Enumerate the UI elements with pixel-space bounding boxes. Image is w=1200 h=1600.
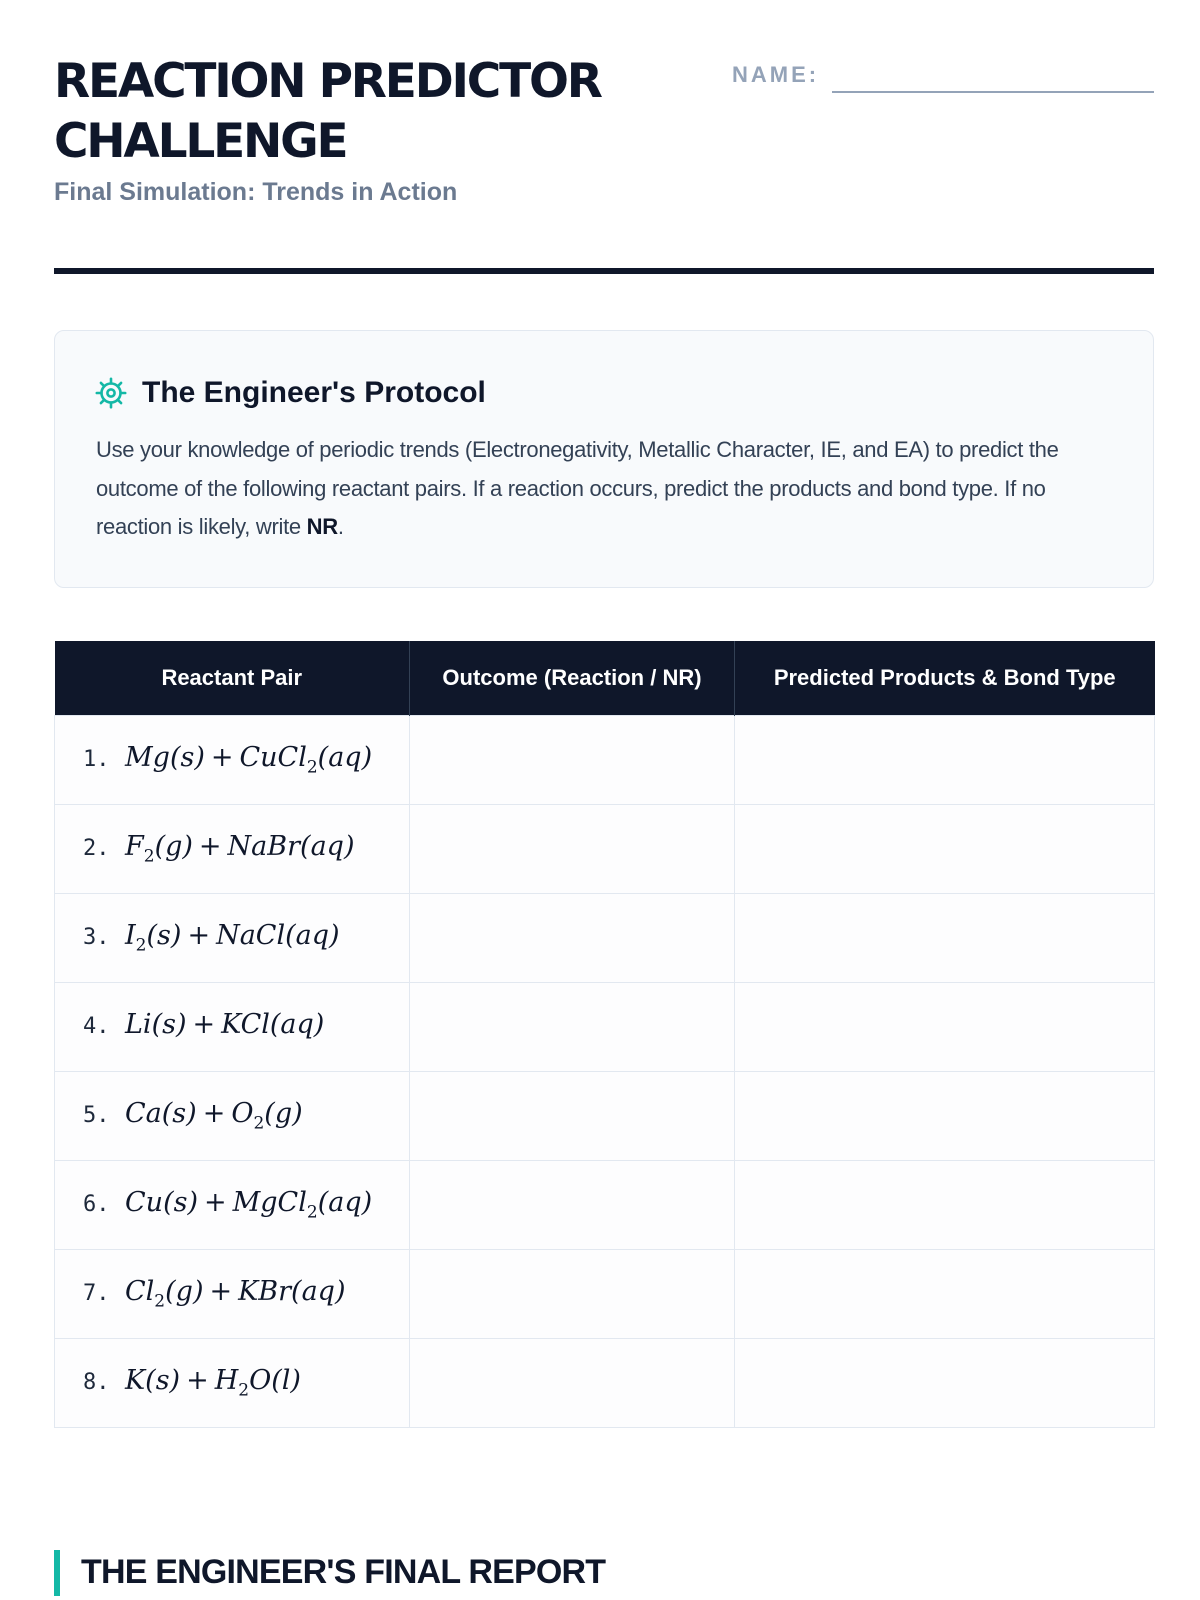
header-divider xyxy=(54,268,1154,274)
reactant-pair-cell xyxy=(55,1250,410,1339)
reactant-b: NaCl xyxy=(216,920,286,952)
reactant-a: Mg xyxy=(125,742,170,774)
products-answer-cell[interactable] xyxy=(735,716,1155,805)
reactant-a: Cu xyxy=(125,1187,164,1219)
row-number: 3. xyxy=(83,925,110,951)
protocol-text-nr: NR xyxy=(306,514,338,539)
table-row xyxy=(55,894,1155,983)
col-header-outcome: Outcome (Reaction / NR) xyxy=(410,641,735,716)
row-number: 6. xyxy=(83,1192,110,1218)
protocol-text-end: . xyxy=(337,514,344,539)
row-number: 4. xyxy=(83,1014,110,1040)
products-answer-cell[interactable] xyxy=(735,983,1155,1072)
table-row xyxy=(55,983,1155,1072)
reactant-a-state: (s) xyxy=(163,1187,198,1219)
reactant-a: Ca xyxy=(125,1098,162,1130)
reactant-b-state: (aq) xyxy=(269,1009,325,1041)
products-answer-cell[interactable] xyxy=(735,1161,1155,1250)
table-row xyxy=(55,716,1155,805)
row-number: 5. xyxy=(83,1103,110,1129)
products-answer-cell[interactable] xyxy=(735,805,1155,894)
reactant-b: H xyxy=(214,1365,239,1397)
reactant-b-subscript: 2 xyxy=(253,1113,265,1134)
reactant-pair-cell xyxy=(55,1072,410,1161)
reactant-equation xyxy=(125,920,340,956)
row-number: 1. xyxy=(83,747,110,773)
reactant-equation xyxy=(125,1009,324,1040)
report-accent-bar xyxy=(54,1550,60,1596)
protocol-title: The Engineer's Protocol xyxy=(142,376,486,409)
page-subtitle: Final Simulation: Trends in Action xyxy=(54,178,458,206)
reactant-b: O xyxy=(231,1098,254,1130)
table-row xyxy=(55,1339,1155,1428)
outcome-answer-cell[interactable] xyxy=(410,1339,735,1428)
outcome-answer-cell[interactable] xyxy=(410,805,735,894)
row-number: 7. xyxy=(83,1281,110,1307)
name-input-line[interactable] xyxy=(832,91,1154,93)
reactant-pair-cell xyxy=(55,1161,410,1250)
products-answer-cell[interactable] xyxy=(735,1339,1155,1428)
reactant-a-state: (s) xyxy=(151,1009,187,1041)
plus-operator: + xyxy=(186,1365,209,1397)
outcome-answer-cell[interactable] xyxy=(410,1161,735,1250)
plus-operator: + xyxy=(192,1009,216,1041)
products-answer-cell[interactable] xyxy=(735,1072,1155,1161)
reactant-pair-cell xyxy=(55,716,410,805)
reactant-pair-cell xyxy=(55,1339,410,1428)
plus-operator: + xyxy=(187,920,211,952)
reactant-b-state: (aq) xyxy=(317,1187,373,1219)
reactant-equation xyxy=(125,742,373,778)
reactant-a: I xyxy=(125,920,136,952)
reactant-pair-cell xyxy=(55,894,410,983)
table-row xyxy=(55,1161,1155,1250)
plus-operator: + xyxy=(209,1276,233,1308)
name-field-block xyxy=(732,60,1154,96)
reactant-a: Li xyxy=(125,1009,152,1041)
reaction-table xyxy=(54,641,1155,1428)
reactant-a: K xyxy=(125,1365,146,1397)
gear-icon xyxy=(95,377,127,409)
protocol-text-main: Use your knowledge of periodic trends (Electronegativity, Metallic Character, IE, and EA) to predict the outcome of the following reactant pairs. If a reaction occurs, predict the products and bond type. If no reaction is likely, write xyxy=(96,437,1059,539)
protocol-box xyxy=(54,330,1154,588)
report-title: THE ENGINEER'S FINAL REPORT xyxy=(81,1553,606,1591)
reactant-b: CuCl xyxy=(239,742,307,774)
col-header-reactant-pair: Reactant Pair xyxy=(55,641,410,716)
table-body xyxy=(55,716,1155,1428)
reactant-b-state: (aq) xyxy=(291,1276,346,1308)
reactant-b: KCl xyxy=(221,1009,270,1041)
reactant-b-state: (aq) xyxy=(285,920,340,952)
table-row xyxy=(55,1072,1155,1161)
reactant-equation xyxy=(125,1365,301,1401)
reactant-a-state: (s) xyxy=(161,1098,197,1130)
reactant-b-state: (aq) xyxy=(300,831,355,863)
outcome-answer-cell[interactable] xyxy=(410,1250,735,1339)
reactant-a-subscript: 2 xyxy=(135,935,147,956)
page-title: REACTION PREDICTOR CHALLENGE xyxy=(54,54,601,169)
reactant-b-state: (aq) xyxy=(317,742,373,774)
reactant-equation xyxy=(125,831,355,867)
reactant-a: F xyxy=(125,831,144,863)
reactant-equation xyxy=(125,1098,303,1134)
reactant-b-subscript: 2 xyxy=(306,1202,318,1223)
plus-operator: + xyxy=(210,742,234,774)
products-answer-cell[interactable] xyxy=(735,1250,1155,1339)
reactant-a-state: (s) xyxy=(145,1365,181,1397)
reactant-b-state: O(l) xyxy=(249,1365,301,1397)
plus-operator: + xyxy=(202,1098,226,1130)
protocol-instructions xyxy=(96,431,1116,547)
table-header-row xyxy=(55,641,1155,716)
plus-operator: + xyxy=(204,1187,227,1219)
reactant-b: MgCl xyxy=(232,1187,307,1219)
plus-operator: + xyxy=(198,831,222,863)
row-number: 8. xyxy=(83,1370,110,1396)
outcome-answer-cell[interactable] xyxy=(410,983,735,1072)
reactant-b-subscript: 2 xyxy=(238,1380,250,1401)
reactant-b-state: (g) xyxy=(264,1098,303,1130)
reactant-a-state: (s) xyxy=(169,742,205,774)
row-number: 2. xyxy=(83,836,110,862)
worksheet-page xyxy=(54,0,1154,1600)
outcome-answer-cell[interactable] xyxy=(410,716,735,805)
reactant-equation xyxy=(125,1187,373,1223)
table-row xyxy=(55,805,1155,894)
reactant-a-state: (s) xyxy=(146,920,182,952)
reactant-a-subscript: 2 xyxy=(143,846,155,867)
reactant-pair-cell xyxy=(55,805,410,894)
reactant-pair-cell xyxy=(55,983,410,1072)
reactant-equation xyxy=(125,1276,346,1312)
outcome-answer-cell[interactable] xyxy=(410,1072,735,1161)
table-row xyxy=(55,1250,1155,1339)
reactant-b-subscript: 2 xyxy=(306,757,318,778)
reactant-a: Cl xyxy=(125,1276,155,1308)
reactant-a-state: (g) xyxy=(154,831,193,863)
name-label: NAME: xyxy=(732,62,820,87)
reactant-b: KBr xyxy=(238,1276,292,1308)
col-header-products: Predicted Products & Bond Type xyxy=(735,641,1155,716)
products-answer-cell[interactable] xyxy=(735,894,1155,983)
reactant-a-subscript: 2 xyxy=(154,1291,166,1312)
worksheet-header xyxy=(54,0,1154,276)
reactant-b: NaBr xyxy=(227,831,301,863)
outcome-answer-cell[interactable] xyxy=(410,894,735,983)
reactant-a-state: (g) xyxy=(165,1276,204,1308)
